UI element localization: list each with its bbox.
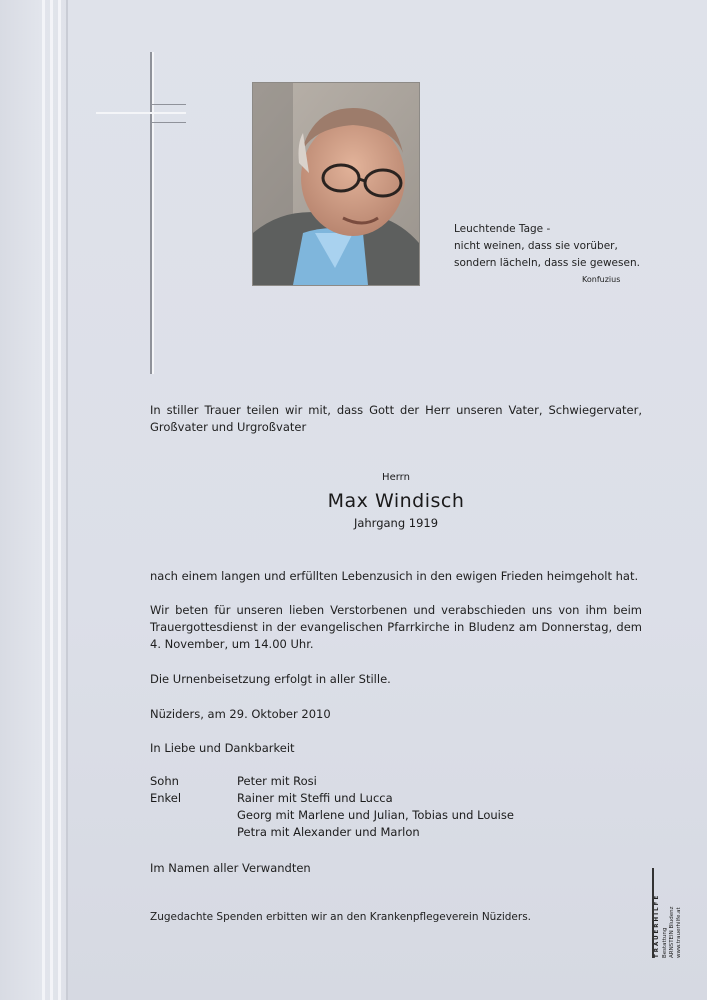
funeral-home-logo bbox=[652, 868, 682, 958]
logo-line2: ARNSTEIN Bludenz bbox=[669, 906, 675, 958]
service-text: Wir beten für unseren lieben Verstorbenen und verabschieden uns von ihm beim Trauergottesdienst in der evangelischen Pfarrkirche in Bludenz am Donnerstag, dem 4. November, um 14.00 Uhr. bbox=[150, 603, 642, 651]
family-names: Peter mit Rosi bbox=[237, 774, 317, 788]
relatives-text: Im Namen aller Verwandten bbox=[150, 861, 311, 875]
border-stripe bbox=[42, 0, 45, 1000]
border-stripe bbox=[58, 0, 61, 1000]
family-names: Petra mit Alexander und Marlon bbox=[237, 825, 420, 839]
quote-block bbox=[454, 221, 640, 284]
logo-line1: Bestattung bbox=[662, 927, 668, 958]
intro-text: In stiller Trauer teilen wir mit, dass Gott der Herr unseren Vater, Schwiegervater, Großvater und Urgroßvater bbox=[150, 403, 642, 434]
salutation: Herrn bbox=[382, 472, 410, 483]
closing-text: In Liebe und Dankbarkeit bbox=[150, 741, 295, 755]
donation-text: Zugedachte Spenden erbitten wir an den Krankenpflegeverein Nüziders. bbox=[150, 911, 532, 923]
quote-line: sondern lächeln, dass sie gewesen. bbox=[454, 257, 640, 269]
portrait-photo bbox=[252, 82, 420, 286]
family-names: Rainer mit Steffi und Lucca bbox=[237, 791, 393, 805]
family-names: Georg mit Marlene und Julian, Tobias und Louise bbox=[237, 808, 514, 822]
birth-year: Jahrgang 1919 bbox=[353, 516, 439, 530]
quote-line: nicht weinen, dass sie vorüber, bbox=[454, 240, 618, 252]
deceased-name: Max Windisch bbox=[327, 490, 465, 512]
family-relation: Enkel bbox=[150, 791, 182, 805]
family-relation: Sohn bbox=[150, 774, 179, 788]
passing-text: nach einem langen und erfüllten Lebenzusich in den ewigen Frieden heimgeholt hat. bbox=[150, 569, 639, 583]
logo-url: www.trauerhilfe.at bbox=[676, 907, 682, 958]
logo-brand: TRAUERHILFE bbox=[654, 893, 660, 958]
quote-line: Leuchtende Tage - bbox=[454, 223, 551, 235]
urn-text: Die Urnenbeisetzung erfolgt in aller Stille. bbox=[150, 672, 391, 686]
place-date: Nüziders, am 29. Oktober 2010 bbox=[150, 707, 331, 721]
border-stripe bbox=[50, 0, 53, 1000]
border-shadow bbox=[66, 0, 68, 1000]
quote-author: Konfuzius bbox=[582, 275, 621, 284]
